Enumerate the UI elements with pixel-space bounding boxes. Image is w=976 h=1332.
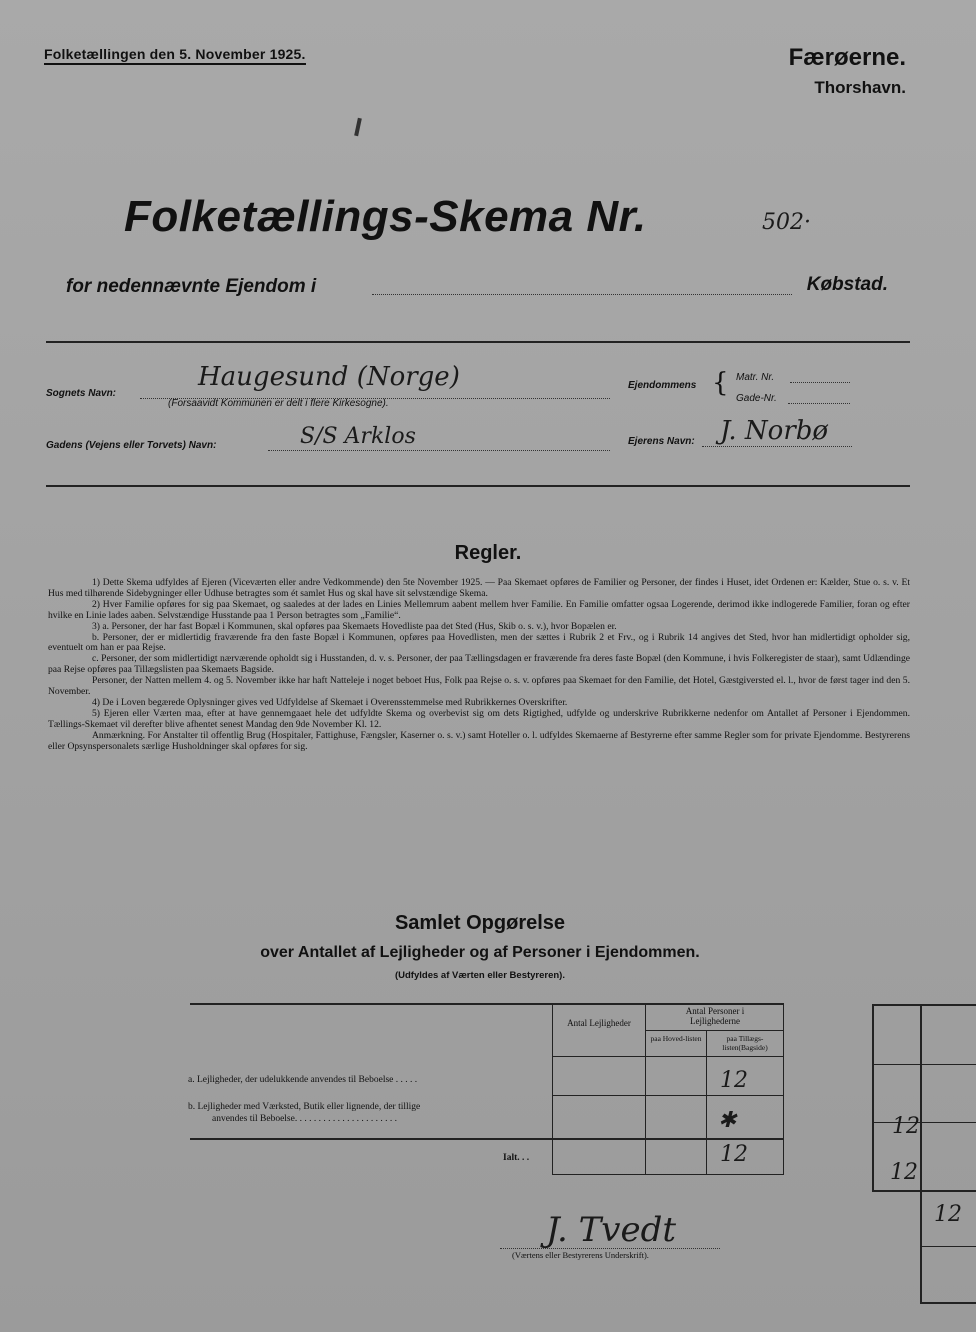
table-header-line — [552, 1056, 784, 1057]
side-grid-line — [872, 1122, 976, 1123]
city-heading: Thorshavn. — [814, 78, 906, 97]
rule-paragraph: b. Personer, der er midlertidig fraværende fra den faste Bopæl i Kommunen, opføres paa Hovedlisten, men der sættes i Rubrik 2 et Frv., og i Rubrik 14 angives det Sted, hvor han midlertidigt opholder sig, eventuelt om han er paa Rejse. — [48, 631, 910, 654]
rule-paragraph: 4) De i Loven begærede Oplysninger gives ved Udfyldelse af Skemaet i Overensstemmelse med Rubrikkernes Overskrifter. — [92, 696, 568, 708]
side-grid-line — [920, 1302, 976, 1304]
table-vline-2 — [645, 1003, 646, 1174]
col-antal-personer: Antal Personer i Lejlighederne — [685, 1006, 745, 1026]
form-title: Folketællings-Skema Nr. — [124, 192, 647, 241]
table-top-line — [190, 1003, 784, 1005]
side-grid-line — [872, 1004, 874, 1190]
side-value-3: 12 — [934, 1202, 962, 1227]
samlet-note: (Udfyldes af Værten eller Bestyreren). — [394, 970, 565, 981]
rule-paragraph: 5) Ejeren eller Værten maa, efter at have gennemgaaet hele det udfyldte Skema og overbevist sig om dets Rigtighed, udfylde og underskrive Rubrikkerne nedenfor om Antallet af Personer i Ejendommen. Tællings-Skemaet vil derefter blive afhentet senest Mandag den 9de November Kl. 12. — [48, 707, 910, 730]
gadens-value-handwritten: S/S Arklos — [300, 424, 416, 449]
rule-paragraph: Personer, der Natten mellem 4. og 5. November ikke har haft Natteleje i noget beboet Hus, Folk paa Rejse o. s. v. opføres paa Skemaet for den Familie, det Hotel, Gæstgiversted el. l., hvor de først tager ind den 5. November. — [48, 675, 910, 698]
gadens-label: Gadens (Vejens eller Torvets) Navn: — [46, 440, 217, 451]
ejendommens-label: Ejendommens — [628, 380, 697, 391]
table-vline-4 — [783, 1003, 784, 1174]
table-row-b-line — [190, 1138, 784, 1140]
ejerens-label: Ejerens Navn: — [628, 436, 695, 447]
side-grid-line — [920, 1004, 922, 1302]
row-a-tillaeg-value: 12 — [720, 1068, 748, 1093]
matr-label: Matr. Nr. — [736, 372, 775, 383]
side-grid-line — [872, 1064, 976, 1065]
row-b-label-line2: anvendes til Beboelse. . . . . . . . . . . . . . . . . . . . . . — [212, 1114, 397, 1124]
table-bottom-line — [552, 1174, 784, 1175]
row-ialt-tillaeg-value: 12 — [720, 1142, 748, 1167]
rule-paragraph-anmaerkning: Anmærkning. For Anstalter til offentlig Brug (Hospitaler, Fattighuse, Fængsler, Kaserner o. s. v.) samt Hoteller o. l. udfyldes Skemaerne af Bestyrerne efter samme Regler som for private Ejendomme. Bestyrerens eller Opsynspersonalets særlige Husholdninger skal opføres for sig. — [48, 729, 910, 752]
kobstad-label: Købstad. — [806, 274, 888, 295]
side-grid-line — [872, 1190, 976, 1192]
row-a-label: a. Lejligheder, der udelukkende anvendes til Beboelse . . . . . — [188, 1075, 418, 1085]
brace-icon: { — [712, 368, 729, 398]
samlet-subheading: over Antallet af Lejligheder og af Personer i Ejendommen. — [260, 944, 700, 961]
rule-paragraph: 3) a. Personer, der har fast Bopæl i Kommunen, skal opføres paa Skemaets Hovedliste paa det Sted (Hus, Skib o. s. v.), hvor Bopælen er. — [92, 620, 617, 632]
regler-heading: Regler. — [454, 542, 522, 564]
col-hovedlisten: paa Hoved-listen — [650, 1034, 702, 1043]
side-tally-grid — [872, 1004, 976, 1304]
table-vline-3 — [706, 1030, 707, 1174]
rule-paragraph: 1) Dette Skema udfyldes af Ejeren (Viceværten eller andre Vedkommende) den 5te November 1925. — Paa Skemaet opføres de Familier og Personer, der findes i Huset, idet Ordenen er: Kælder, Stue o. s. v. Et Hus med tilhørende Sidebygninger eller Udhuse betragtes som ét samlet Hus og skal have sit selvstændige Skema. — [48, 577, 910, 599]
side-value-2: 12 — [890, 1160, 918, 1185]
side-value-1: 12 — [892, 1114, 920, 1139]
ejerens-value-handwritten: J. Norbø — [720, 416, 829, 446]
signature-handwritten: J. Tvedt — [546, 1210, 677, 1250]
census-date-heading: Folketællingen den 5. November 1925. — [44, 46, 306, 65]
gade-label: Gade-Nr. — [736, 393, 777, 404]
side-grid-line — [920, 1246, 976, 1247]
sognets-value-handwritten: Haugesund (Norge) — [198, 362, 460, 392]
table-row-a-line — [552, 1095, 784, 1096]
sognets-label: Sognets Navn: — [46, 388, 117, 399]
rule-paragraph: c. Personer, der som midlertidigt nærværende opholdt sig i Husstanden, d. v. s. Personer, der paa Tællingsdagen er fraværende fra deres faste Bopæl (den Kommune, i hvis Folkeregister de staar), samt Udlændinge paa Rejse opføres paa Tillægslisten paa Skemaets Bagside. — [48, 653, 910, 676]
row-b-tillaeg-value: ✱ — [718, 1108, 737, 1133]
signature-label: (Værtens eller Bestyrerens Underskrift). — [512, 1250, 649, 1260]
row-ialt-label: Ialt. . . — [503, 1153, 530, 1163]
table-sub-line — [645, 1030, 784, 1031]
table-vline-1 — [552, 1003, 553, 1174]
skema-number-handwritten: 502· — [762, 210, 811, 235]
rule-paragraph: 2) Hver Familie opføres for sig paa Skemaet, og saaledes at der lades en Linies Mellemrum aabent mellem hver Familie. En Familie omfatter ogsaa Logerende, derimod ikke indlogerede Familier, foran og efter hvilke en Linie lades aaben. Selvstændige Husstande paa 1 Person betragtes som „Familie“. — [48, 598, 910, 621]
sognets-note: (Forsaavidt Kommunen er delt i flere Kirkesogne). — [168, 398, 389, 409]
side-grid-line — [872, 1004, 976, 1006]
samlet-heading: Samlet Opgørelse — [394, 912, 566, 934]
property-line-label: for nedennævnte Ejendom i — [66, 276, 317, 297]
region-heading: Færøerne. — [788, 44, 906, 71]
row-b-label-line1: b. Lejligheder med Værksted, Butik eller lignende, der tillige — [188, 1102, 421, 1112]
col-tillaegslisten: paa Tillægs-listen(Bagside) — [722, 1034, 768, 1052]
col-antal-lejligheder: Antal Lejligheder — [567, 1018, 631, 1028]
